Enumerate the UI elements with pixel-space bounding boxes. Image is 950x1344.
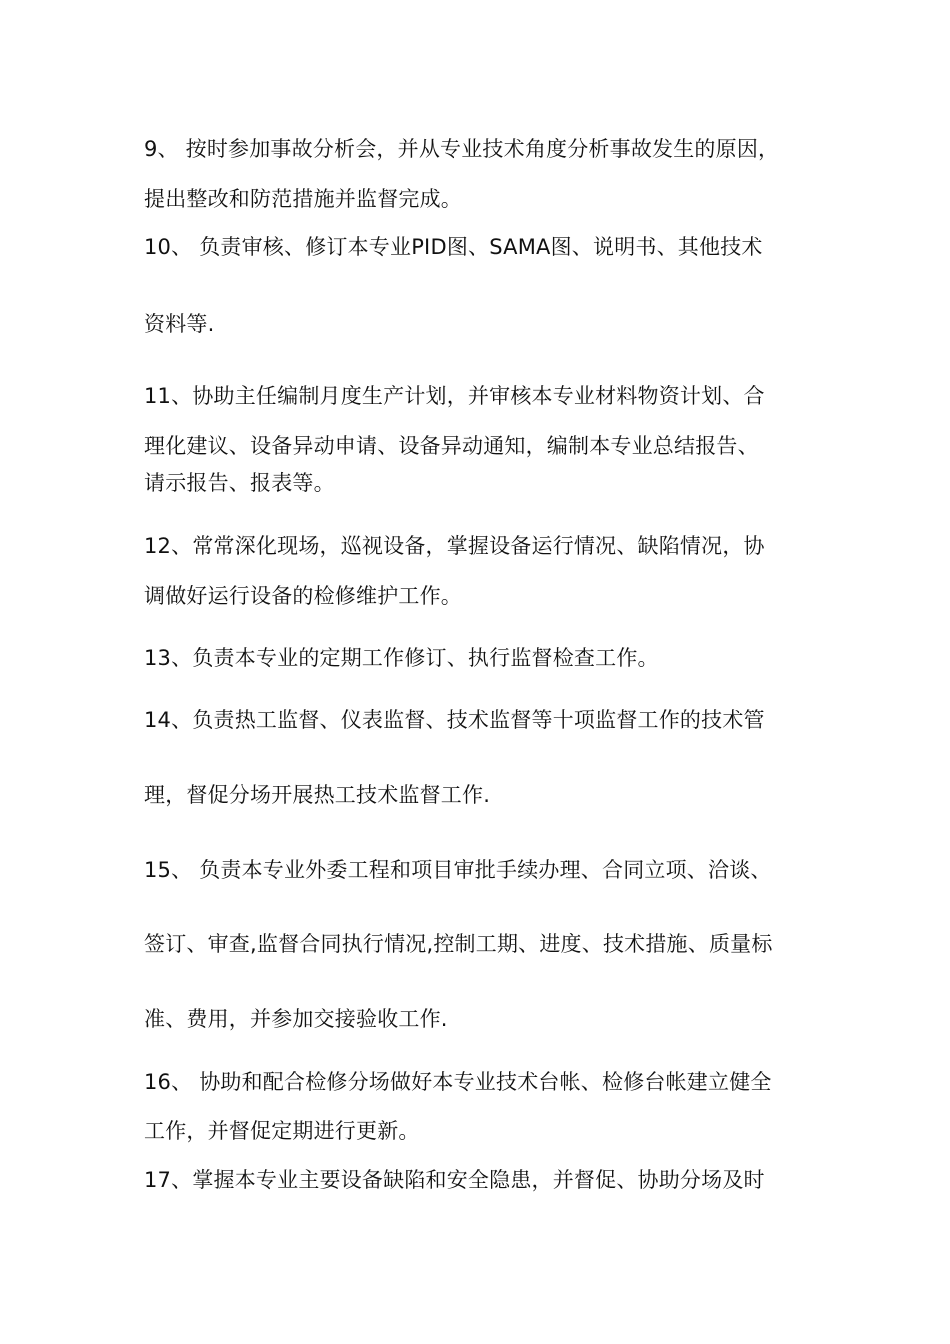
text-line: 签订、审查,监督合同执行情况,控制工期、进度、技术措施、质量标 [144,932,773,956]
text-line: 提出整改和防范措施并监督完成。 [144,187,462,211]
text-line: 15、 负责本专业外委工程和项目审批手续办理、合同立项、洽谈、 [144,858,772,882]
text-line: 请示报告、报表等。 [144,471,335,495]
text-line: 17、掌握本专业主要设备缺陷和安全隐患，并督促、协助分场及时 [144,1168,765,1192]
text-line: 16、 协助和配合检修分场做好本专业技术台帐、检修台帐建立健全 [144,1070,772,1094]
text-line: 9、 按时参加事故分析会，并从专业技术角度分析事故发生的原因， [144,137,780,161]
text-line: 准、费用，并参加交接验收工作. [144,1007,448,1031]
text-line: 12、常常深化现场，巡视设备，掌握设备运行情况、缺陷情况，协 [144,534,765,558]
text-line: 13、负责本专业的定期工作修订、执行监督检查工作。 [144,646,659,670]
text-line: 11、协助主任编制月度生产计划，并审核本专业材料物资计划、合 [144,384,765,408]
text-line: 14、负责热工监督、仪表监督、技术监督等十项监督工作的技术管 [144,708,765,732]
text-line: 理化建议、设备异动申请、设备异动通知，编制本专业总结报告、 [144,434,759,458]
text-line: 理，督促分场开展热工技术监督工作. [144,783,491,807]
text-line: 资料等. [144,312,215,336]
text-line: 10、 负责审核、修订本专业PID图、SAMA图、说明书、其他技术 [144,235,763,259]
text-line: 调做好运行设备的检修维护工作。 [144,584,462,608]
text-line: 工作，并督促定期进行更新。 [144,1119,420,1143]
